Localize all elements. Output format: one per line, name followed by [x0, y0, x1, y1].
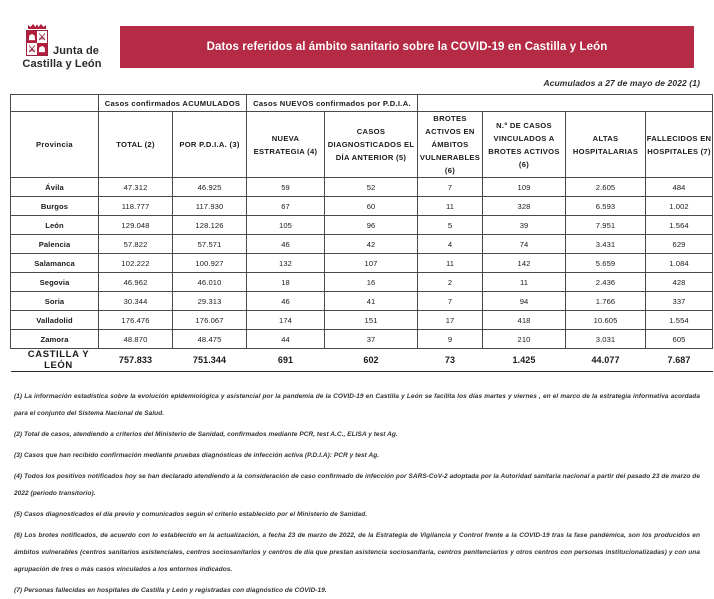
col-header-por-pdia: POR P.D.I.A. (3) — [173, 112, 247, 178]
cell-total: 176.476 — [99, 311, 173, 330]
cell-brotes: 9 — [418, 330, 483, 349]
table-row — [11, 197, 713, 216]
col-header-fallecidos: FALLECIDOS EN HOSPITALES (7) — [646, 112, 713, 178]
cell-total-label: CASTILLA Y LEÓN — [11, 349, 99, 372]
table-total-row — [11, 349, 713, 372]
cell-provincia: Ávila — [11, 178, 99, 197]
page-header — [0, 0, 714, 72]
cell-nueva: 59 — [247, 178, 325, 197]
castilla-y-leon-crest-icon — [25, 23, 49, 57]
cell-total: 118.777 — [99, 197, 173, 216]
cell-provincia: Soria — [11, 292, 99, 311]
data-table-container — [0, 88, 714, 372]
cell-diag: 41 — [325, 292, 418, 311]
cell-vinculados: 39 — [483, 216, 566, 235]
footnotes-section — [0, 372, 714, 599]
cell-total-nueva: 691 — [247, 349, 325, 372]
cell-total-vinculados: 1.425 — [483, 349, 566, 372]
cell-fallecidos: 1.564 — [646, 216, 713, 235]
cell-provincia: Zamora — [11, 330, 99, 349]
cell-provincia: Palencia — [11, 235, 99, 254]
cell-altas: 5.659 — [566, 254, 646, 273]
cell-altas: 3.031 — [566, 330, 646, 349]
cell-total: 129.048 — [99, 216, 173, 235]
shield-quarter-2: ⚔ — [37, 31, 47, 42]
cell-provincia: Burgos — [11, 197, 99, 216]
cell-pdia: 46.925 — [173, 178, 247, 197]
cell-diag: 37 — [325, 330, 418, 349]
cell-nueva: 67 — [247, 197, 325, 216]
cell-diag: 60 — [325, 197, 418, 216]
logo-line-1: Junta de — [52, 45, 100, 57]
cell-brotes: 7 — [418, 178, 483, 197]
cell-vinculados: 109 — [483, 178, 566, 197]
accumulated-date-label: Acumulados a 27 de mayo de 2022 (1) — [543, 78, 700, 88]
cell-fallecidos: 484 — [646, 178, 713, 197]
cell-pdia: 100.927 — [173, 254, 247, 273]
cell-diag: 42 — [325, 235, 418, 254]
cell-vinculados: 11 — [483, 273, 566, 292]
cell-total: 57.822 — [99, 235, 173, 254]
cell-vinculados: 74 — [483, 235, 566, 254]
cell-altas: 2.605 — [566, 178, 646, 197]
cell-total-brotes: 73 — [418, 349, 483, 372]
cell-fallecidos: 428 — [646, 273, 713, 292]
table-row — [11, 273, 713, 292]
table-row — [11, 178, 713, 197]
shield-quarter-3: ⚔ — [27, 43, 37, 54]
shield-quarter-4: ☗ — [38, 44, 46, 54]
table-row — [11, 330, 713, 349]
cell-pdia: 29.313 — [173, 292, 247, 311]
group-header-acumulados: Casos confirmados ACUMULADOS — [99, 95, 247, 112]
col-header-casos-vinculados: N.º DE CASOS VINCULADOS A BROTES ACTIVOS (6) — [483, 112, 566, 178]
cell-provincia: León — [11, 216, 99, 235]
group-header-empty-right — [418, 95, 713, 112]
table-row — [11, 292, 713, 311]
table-head — [11, 95, 713, 178]
cell-diag: 107 — [325, 254, 418, 273]
cell-pdia: 176.067 — [173, 311, 247, 330]
shield-quarter-1: ☗ — [28, 32, 36, 42]
cell-pdia: 46.010 — [173, 273, 247, 292]
cell-provincia: Valladolid — [11, 311, 99, 330]
table-body — [11, 178, 713, 372]
cell-brotes: 7 — [418, 292, 483, 311]
footnote-1: (1) La información estadística sobre la evolución epidemiológica y asistencial por la pandemia de la COVID-19 en Castilla y León se facilita los días martes y viernes , en el marco de la estrategia informativa acordada para el conjunto del Sistema Nacional de Salud. — [14, 393, 700, 417]
cell-fallecidos: 629 — [646, 235, 713, 254]
shield-icon — [26, 30, 48, 56]
col-header-altas: ALTAS HOSPITALARIAS — [566, 112, 646, 178]
cell-brotes: 5 — [418, 216, 483, 235]
cell-brotes: 11 — [418, 197, 483, 216]
group-header-empty-left — [11, 95, 99, 112]
footnote-5: (5) Casos diagnosticados el día previo y comunicados según el criterio establecido por el Ministerio de Sanidad. — [14, 511, 368, 518]
table-row — [11, 216, 713, 235]
cell-provincia: Segovia — [11, 273, 99, 292]
cell-brotes: 17 — [418, 311, 483, 330]
cell-total: 48.870 — [99, 330, 173, 349]
cell-pdia: 128.126 — [173, 216, 247, 235]
cell-total: 102.222 — [99, 254, 173, 273]
cell-altas: 7.951 — [566, 216, 646, 235]
cell-total: 30.344 — [99, 292, 173, 311]
cell-brotes: 2 — [418, 273, 483, 292]
cell-vinculados: 142 — [483, 254, 566, 273]
covid-data-table — [10, 94, 713, 372]
footnote-6: (6) Los brotes notificados, de acuerdo con lo establecido en la actualización, a fecha 23 de marzo de 2022, de la Estrategia de Vigilancia y Control frente a la COVID-19 tras la fase pandémica, son los producidos en ámbitos vulnerables (centros sanitarios asistenciales, centros sociosanitarios y centros de día que prestan asistencia sociosanitaria, centros penitenciarios y otros centros con personas institucionalizadas) y con una agrupación de tres o más casos vinculados a los entornos indicados. — [14, 532, 700, 573]
cell-nueva: 105 — [247, 216, 325, 235]
cell-brotes: 4 — [418, 235, 483, 254]
cell-altas: 1.766 — [566, 292, 646, 311]
cell-vinculados: 94 — [483, 292, 566, 311]
cell-nueva: 18 — [247, 273, 325, 292]
logo-line-2: Castilla y León — [22, 58, 102, 70]
cell-fallecidos: 337 — [646, 292, 713, 311]
cell-total-fallecidos: 7.687 — [646, 349, 713, 372]
col-header-brotes-activos: BROTES ACTIVOS EN ÁMBITOS VULNERABLES (6) — [418, 112, 483, 178]
cell-nueva: 174 — [247, 311, 325, 330]
cell-pdia: 57.571 — [173, 235, 247, 254]
cell-nueva: 132 — [247, 254, 325, 273]
cell-provincia: Salamanca — [11, 254, 99, 273]
footnote-7: (7) Personas fallecidas en hospitales de Castilla y León y registradas con diagnóstico de COVID-19. — [14, 587, 327, 594]
cell-altas: 3.431 — [566, 235, 646, 254]
cell-diag: 16 — [325, 273, 418, 292]
cell-vinculados: 210 — [483, 330, 566, 349]
table-row — [11, 235, 713, 254]
cell-fallecidos: 1.002 — [646, 197, 713, 216]
cell-nueva: 46 — [247, 292, 325, 311]
cell-vinculados: 418 — [483, 311, 566, 330]
table-row — [11, 311, 713, 330]
cell-diag: 151 — [325, 311, 418, 330]
footnote-2: (2) Total de casos, atendiendo a criterios del Ministerio de Sanidad, confirmados mediante PCR, test A.C., ELISA y test Ag. — [14, 431, 398, 438]
footnote-4: (4) Todos los positivos notificados hoy se han declarado atendiendo a la consideración de caso confirmado de infección por SARS-CoV-2 adoptada por la Autoridad sanitaria nacional a partir del pasado 23 de marzo de 2022 (periodo transitorio). — [14, 473, 700, 497]
footnote-3: (3) Casos que han recibido confirmación mediante pruebas diagnósticas de infección activa (P.D.I.A): PCR y test Ag. — [14, 452, 380, 459]
col-header-total: TOTAL (2) — [99, 112, 173, 178]
table-sub-header-row — [11, 112, 713, 178]
cell-brotes: 11 — [418, 254, 483, 273]
cell-total: 46.962 — [99, 273, 173, 292]
table-row — [11, 254, 713, 273]
cell-diag: 52 — [325, 178, 418, 197]
cell-pdia: 48.475 — [173, 330, 247, 349]
cell-nueva: 46 — [247, 235, 325, 254]
cell-total-pdia: 751.344 — [173, 349, 247, 372]
col-header-nueva-estrategia: NUEVA ESTRATEGIA (4) — [247, 112, 325, 178]
cell-fallecidos: 1.084 — [646, 254, 713, 273]
cell-total-total: 757.833 — [99, 349, 173, 372]
cell-total-diag: 602 — [325, 349, 418, 372]
cell-fallecidos: 605 — [646, 330, 713, 349]
page-title: Datos referidos al ámbito sanitario sobre la COVID-19 en Castilla y León — [206, 41, 608, 53]
title-banner — [120, 26, 694, 68]
cell-total-altas: 44.077 — [566, 349, 646, 372]
group-header-nuevos: Casos NUEVOS confirmados por P.D.I.A. — [247, 95, 418, 112]
cell-altas: 2.436 — [566, 273, 646, 292]
cell-vinculados: 328 — [483, 197, 566, 216]
col-header-diagnosticados: CASOS DIAGNOSTICADOS EL DÍA ANTERIOR (5) — [325, 112, 418, 178]
junta-logo — [14, 23, 110, 71]
cell-pdia: 117.930 — [173, 197, 247, 216]
cell-fallecidos: 1.554 — [646, 311, 713, 330]
crown-icon — [27, 23, 47, 30]
cell-altas: 10.605 — [566, 311, 646, 330]
cell-altas: 6.593 — [566, 197, 646, 216]
cell-nueva: 44 — [247, 330, 325, 349]
col-header-provincia: Provincia — [11, 112, 99, 178]
table-group-header-row — [11, 95, 713, 112]
cell-diag: 96 — [325, 216, 418, 235]
cell-total: 47.312 — [99, 178, 173, 197]
